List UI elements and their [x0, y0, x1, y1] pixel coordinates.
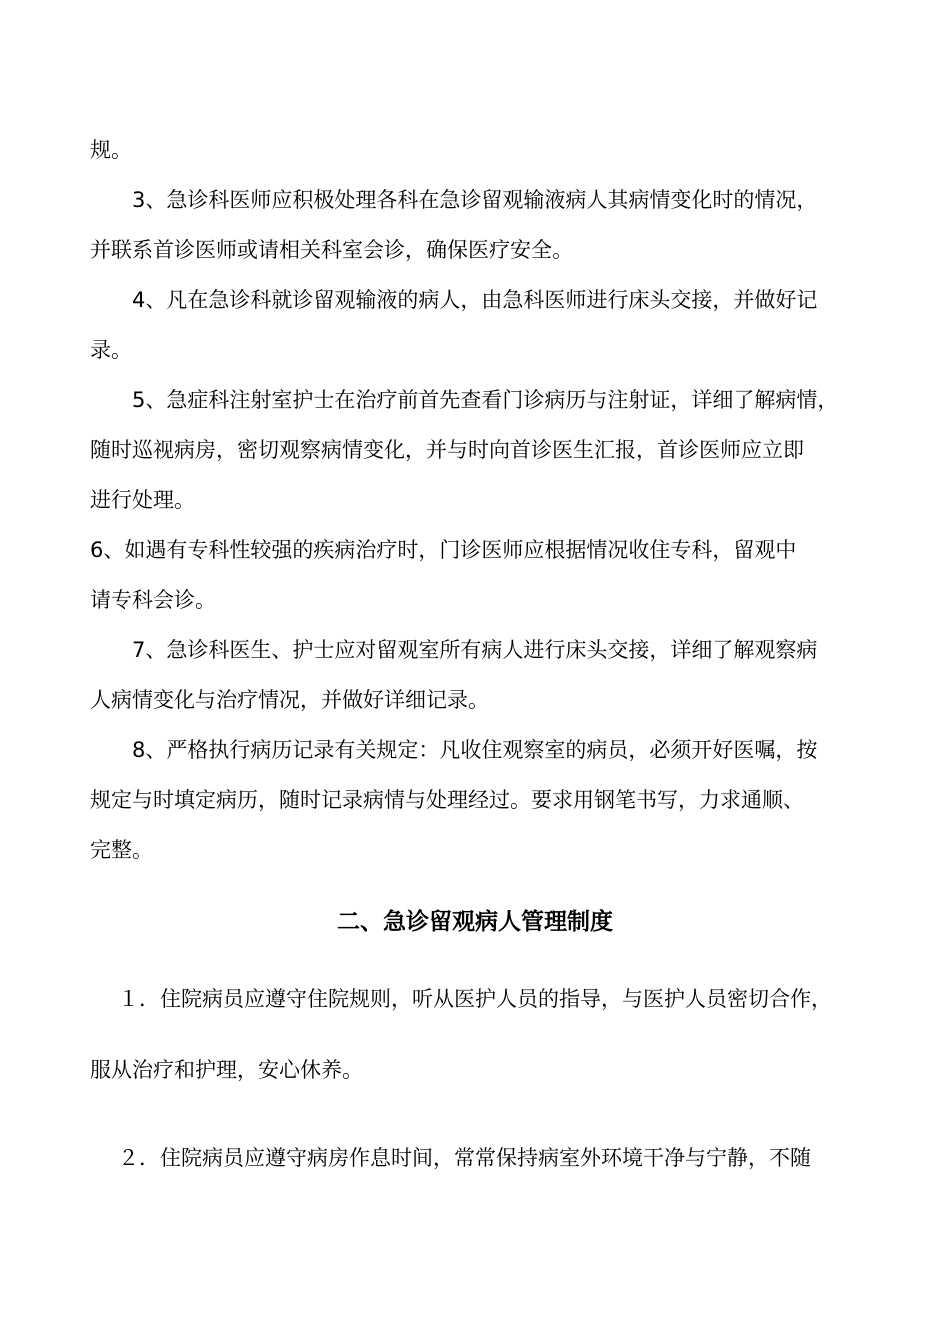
paragraph-line: 规。: [90, 138, 132, 162]
paragraph-line: 7、急诊科医生、护士应对留观室所有病人进行床头交接，详细了解观察病: [132, 638, 818, 662]
rule-line: ２．住院病员应遵守病房作息时间，常常保持病室外环境干净与宁静，不随: [118, 1146, 811, 1170]
paragraph-line: 录。: [90, 338, 132, 362]
paragraph-line: 人病情变化与治疗情况，并做好详细记录。: [90, 688, 489, 712]
paragraph-line: 随时巡视病房，密切观察病情变化，并与时向首诊医生汇报，首诊医师应立即: [90, 438, 804, 462]
paragraph-line: 完整。: [90, 838, 153, 862]
rule-line: １．住院病员应遵守住院规则，听从医护人员的指导，与医护人员密切合作，: [118, 987, 832, 1011]
paragraph-line: 5、急症科注射室护士在治疗前首先查看门诊病历与注射证，详细了解病情，: [132, 388, 839, 412]
paragraph-line: 8、严格执行病历记录有关规定：凡收住观察室的病员，必须开好医嘱，按: [132, 738, 818, 762]
paragraph-line: 规定与时填定病历，随时记录病情与处理经过。要求用钢笔书写，力求通顺、: [90, 788, 804, 812]
paragraph-line: 3、急诊科医师应积极处理各科在急诊留观输液病人其病情变化时的情况，: [132, 188, 818, 212]
paragraph-line: 进行处理。: [90, 488, 195, 512]
section-title: 二、急诊留观病人管理制度: [337, 909, 613, 935]
paragraph-line: 6、如遇有专科性较强的疾病治疗时，门诊医师应根据情况收住专科，留观中: [90, 538, 797, 562]
paragraph-line: 请专科会诊。: [90, 588, 216, 612]
rule-line: 服从治疗和护理，安心休养。: [90, 1058, 363, 1082]
paragraph-line: 并联系首诊医师或请相关科室会诊，确保医疗安全。: [90, 238, 573, 262]
paragraph-line: 4、凡在急诊科就诊留观输液的病人，由急科医师进行床头交接，并做好记: [132, 288, 818, 312]
